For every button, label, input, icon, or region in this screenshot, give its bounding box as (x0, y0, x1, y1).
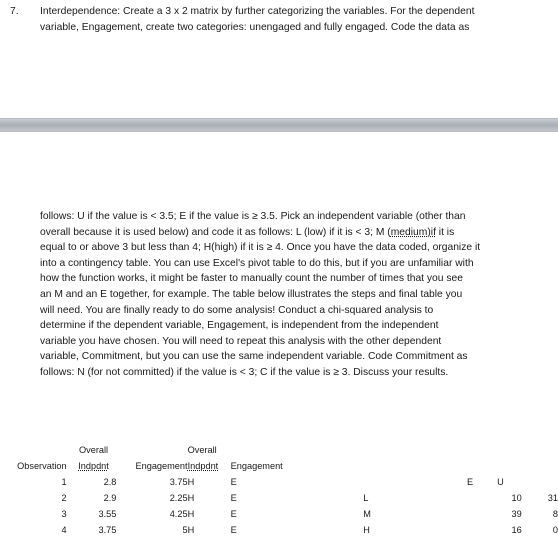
table-header-top (8, 442, 558, 458)
text-line: variable, Commitment, but you can use the same independent variable. Code Commitment as (40, 351, 468, 363)
underlined-word: medium)if (390, 226, 436, 238)
intro-line: Interdependence: Create a 3 x 2 matrix by further categorizing the variables. For the dependent (40, 6, 475, 17)
header-cell: Engagement (230, 461, 283, 471)
header-cell: Observation (17, 461, 67, 471)
text-line: overall because it is used below) and code it as follows: L (low) if it is < 3; M (medium)if it is (40, 226, 455, 238)
data-table (8, 442, 558, 538)
question-number: 7. (10, 6, 19, 17)
page-break-divider (0, 118, 558, 132)
text-line: into a contingency table. You can use Excel's pivot table to do this, but if you are unfamiliar with (40, 257, 474, 269)
text-line: will need. You are finally ready to do some analysis! Conduct a chi-squared analysis to (40, 304, 434, 316)
text-line: determine if the dependent variable, Engagement, is independent from the independent (40, 320, 439, 332)
text-line: how the function works, it might be faster to manually count the number of times that you see (40, 273, 463, 285)
table-row: 4 3.75 5 H E H 16 0 (61, 525, 558, 535)
intro-line: variable, Engagement, create two categories: unengaged and fully engaged. Code the data as (40, 21, 470, 33)
table-row: 1 2.8 3.75 H E E U (8, 474, 558, 490)
text-line: variable you have chosen. You will need to repeat this analysis with the other dependent (40, 335, 442, 347)
matrix-header-e: E (466, 477, 474, 487)
header-cell: Overall (187, 445, 217, 455)
table-header (8, 458, 558, 474)
text-line: equal to or above 3 but less than 4; H(high) if it is ≥ 4. Once you have the data coded, organize it (40, 242, 481, 254)
table-row: 3 3.55 4.25 H E M 39 8 (61, 509, 558, 519)
table-row: 2 2.9 2.25 H E L 10 31 (61, 493, 558, 503)
text-line: follows: U if the value is < 3.5; E if the value is ≥ 3.5. Pick an independent variable (other than (40, 211, 466, 222)
question-continued (40, 209, 540, 381)
header-cell: Engagement (135, 461, 188, 471)
text-line: an M and an E together, for example. The table below illustrates the steps and final table you (40, 288, 463, 300)
text-line: follows: N (for not committed) if the value is < 3; C if the value is ≥ 3. Discuss your results. (40, 366, 449, 378)
question-intro (40, 4, 540, 35)
header-cell: Indpdnt (187, 461, 219, 471)
header-cell: Indpdnt (78, 461, 109, 471)
matrix-header-u: U (497, 477, 504, 487)
header-cell: Overall (78, 445, 109, 455)
